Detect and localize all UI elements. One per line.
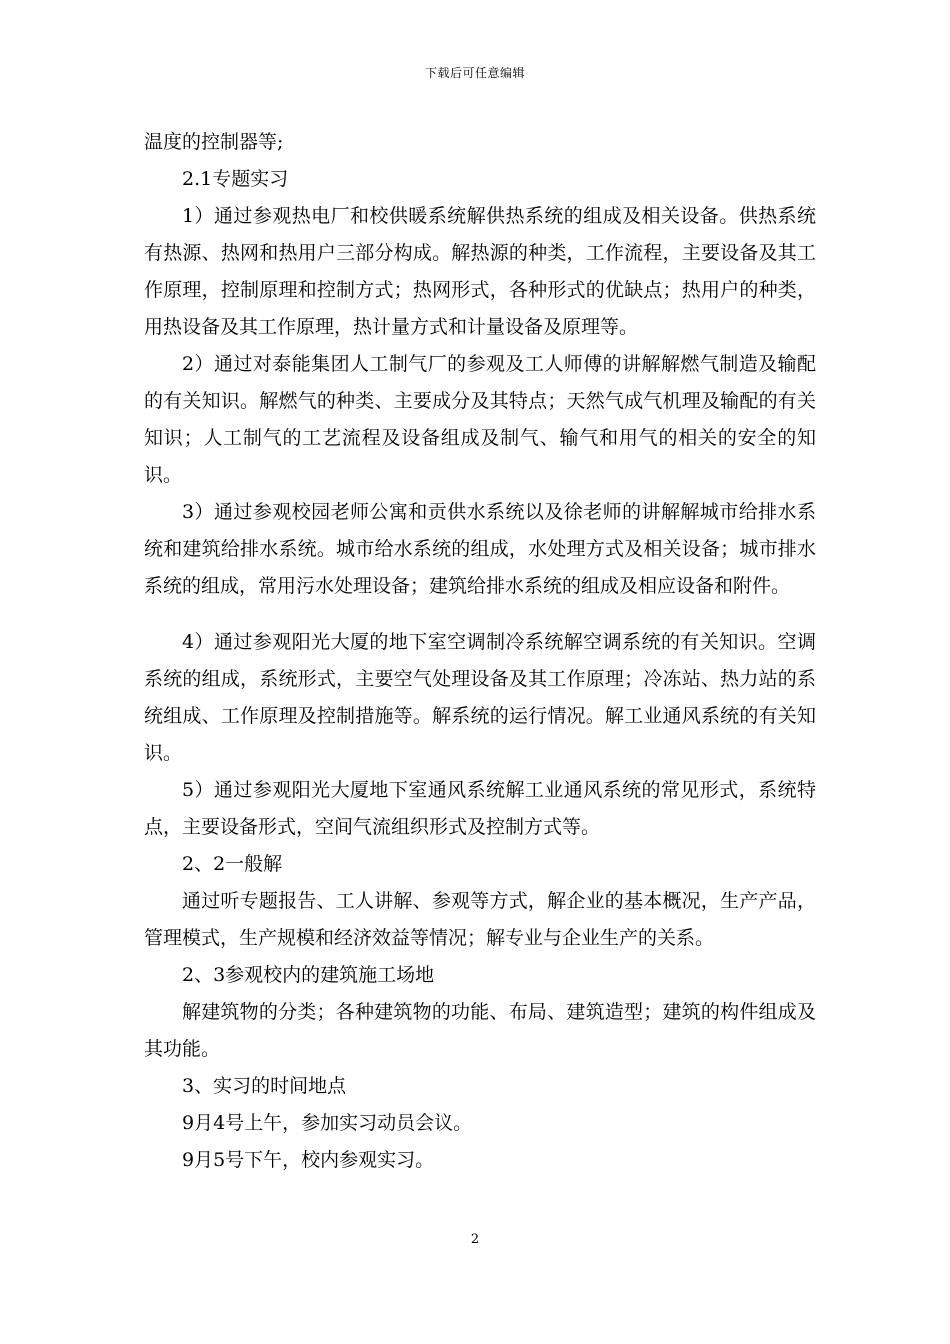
paragraph-item-3: 3）通过参观校园老师公寓和贡供水系统以及徐老师的讲解解城市给排水系统和建筑给排水系统。城市给水系统的组成，水处理方式及相关设备；城市排水系统的组成，常用污水处理设备；建筑给排水系统的组成及相应设备和附件。 <box>144 501 816 597</box>
paragraph-item-5: 5）通过参观阳光大厦地下室通风系统解工业通风系统的常见形式，系统特点，主要设备形式，空间气流组织形式及控制方式等。 <box>144 779 816 838</box>
document-body <box>144 124 816 1179</box>
paragraph-continuation: 温度的控制器等; <box>144 131 284 153</box>
section-heading-2-1: 2.1专题实习 <box>182 168 289 190</box>
page-header: 下载后可任意编辑 <box>424 66 525 80</box>
paragraph-item-4: 4）通过参观阳光大厦的地下室空调制冷系统解空调系统的有关知识。空调系统的组成，系统形式，主要空气处理设备及其工作原理；冷冻站、热力站的系统组成、工作原理及控制措施等。解系统的运行情况。解工业通风系统的有关知识。 <box>144 631 816 764</box>
section-heading-3: 3、实习的时间地点 <box>182 1075 347 1097</box>
paragraph-general: 通过听专题报告、工人讲解、参观等方式，解企业的基本概况，生产产品，管理模式，生产规模和经济效益等情况；解专业与企业生产的关系。 <box>144 890 816 949</box>
schedule-item-2: 9月5号下午，校内参观实习。 <box>182 1149 435 1171</box>
section-heading-2-3: 2、3参观校内的建筑施工场地 <box>182 964 435 986</box>
paragraph-item-2: 2）通过对泰能集团人工制气厂的参观及工人师傅的讲解解燃气制造及输配的有关知识。解燃气的种类、主要成分及其特点；天然气成气机理及输配的有关知识；人工制气的工艺流程及设备组成及制气、输气和用气的相关的安全的知识。 <box>144 353 816 486</box>
paragraph-construction: 解建筑物的分类；各种建筑物的功能、布局、建筑造型；建筑的构件组成及其功能。 <box>144 1001 816 1060</box>
page-number: 2 <box>470 1232 480 1247</box>
section-heading-2-2: 2、2一般解 <box>182 853 283 875</box>
paragraph-gap <box>144 605 816 624</box>
paragraph-item-1: 1）通过参观热电厂和校供暖系统解供热系统的组成及相关设备。供热系统有热源、热网和热用户三部分构成。解热源的种类，工作流程，主要设备及其工作原理，控制原理和控制方式；热网形式，各种形式的优缺点；热用户的种类，用热设备及其工作原理，热计量方式和计量设备及原理等。 <box>144 205 816 338</box>
schedule-item-1: 9月4号上午，参加实习动员会议。 <box>182 1112 473 1134</box>
